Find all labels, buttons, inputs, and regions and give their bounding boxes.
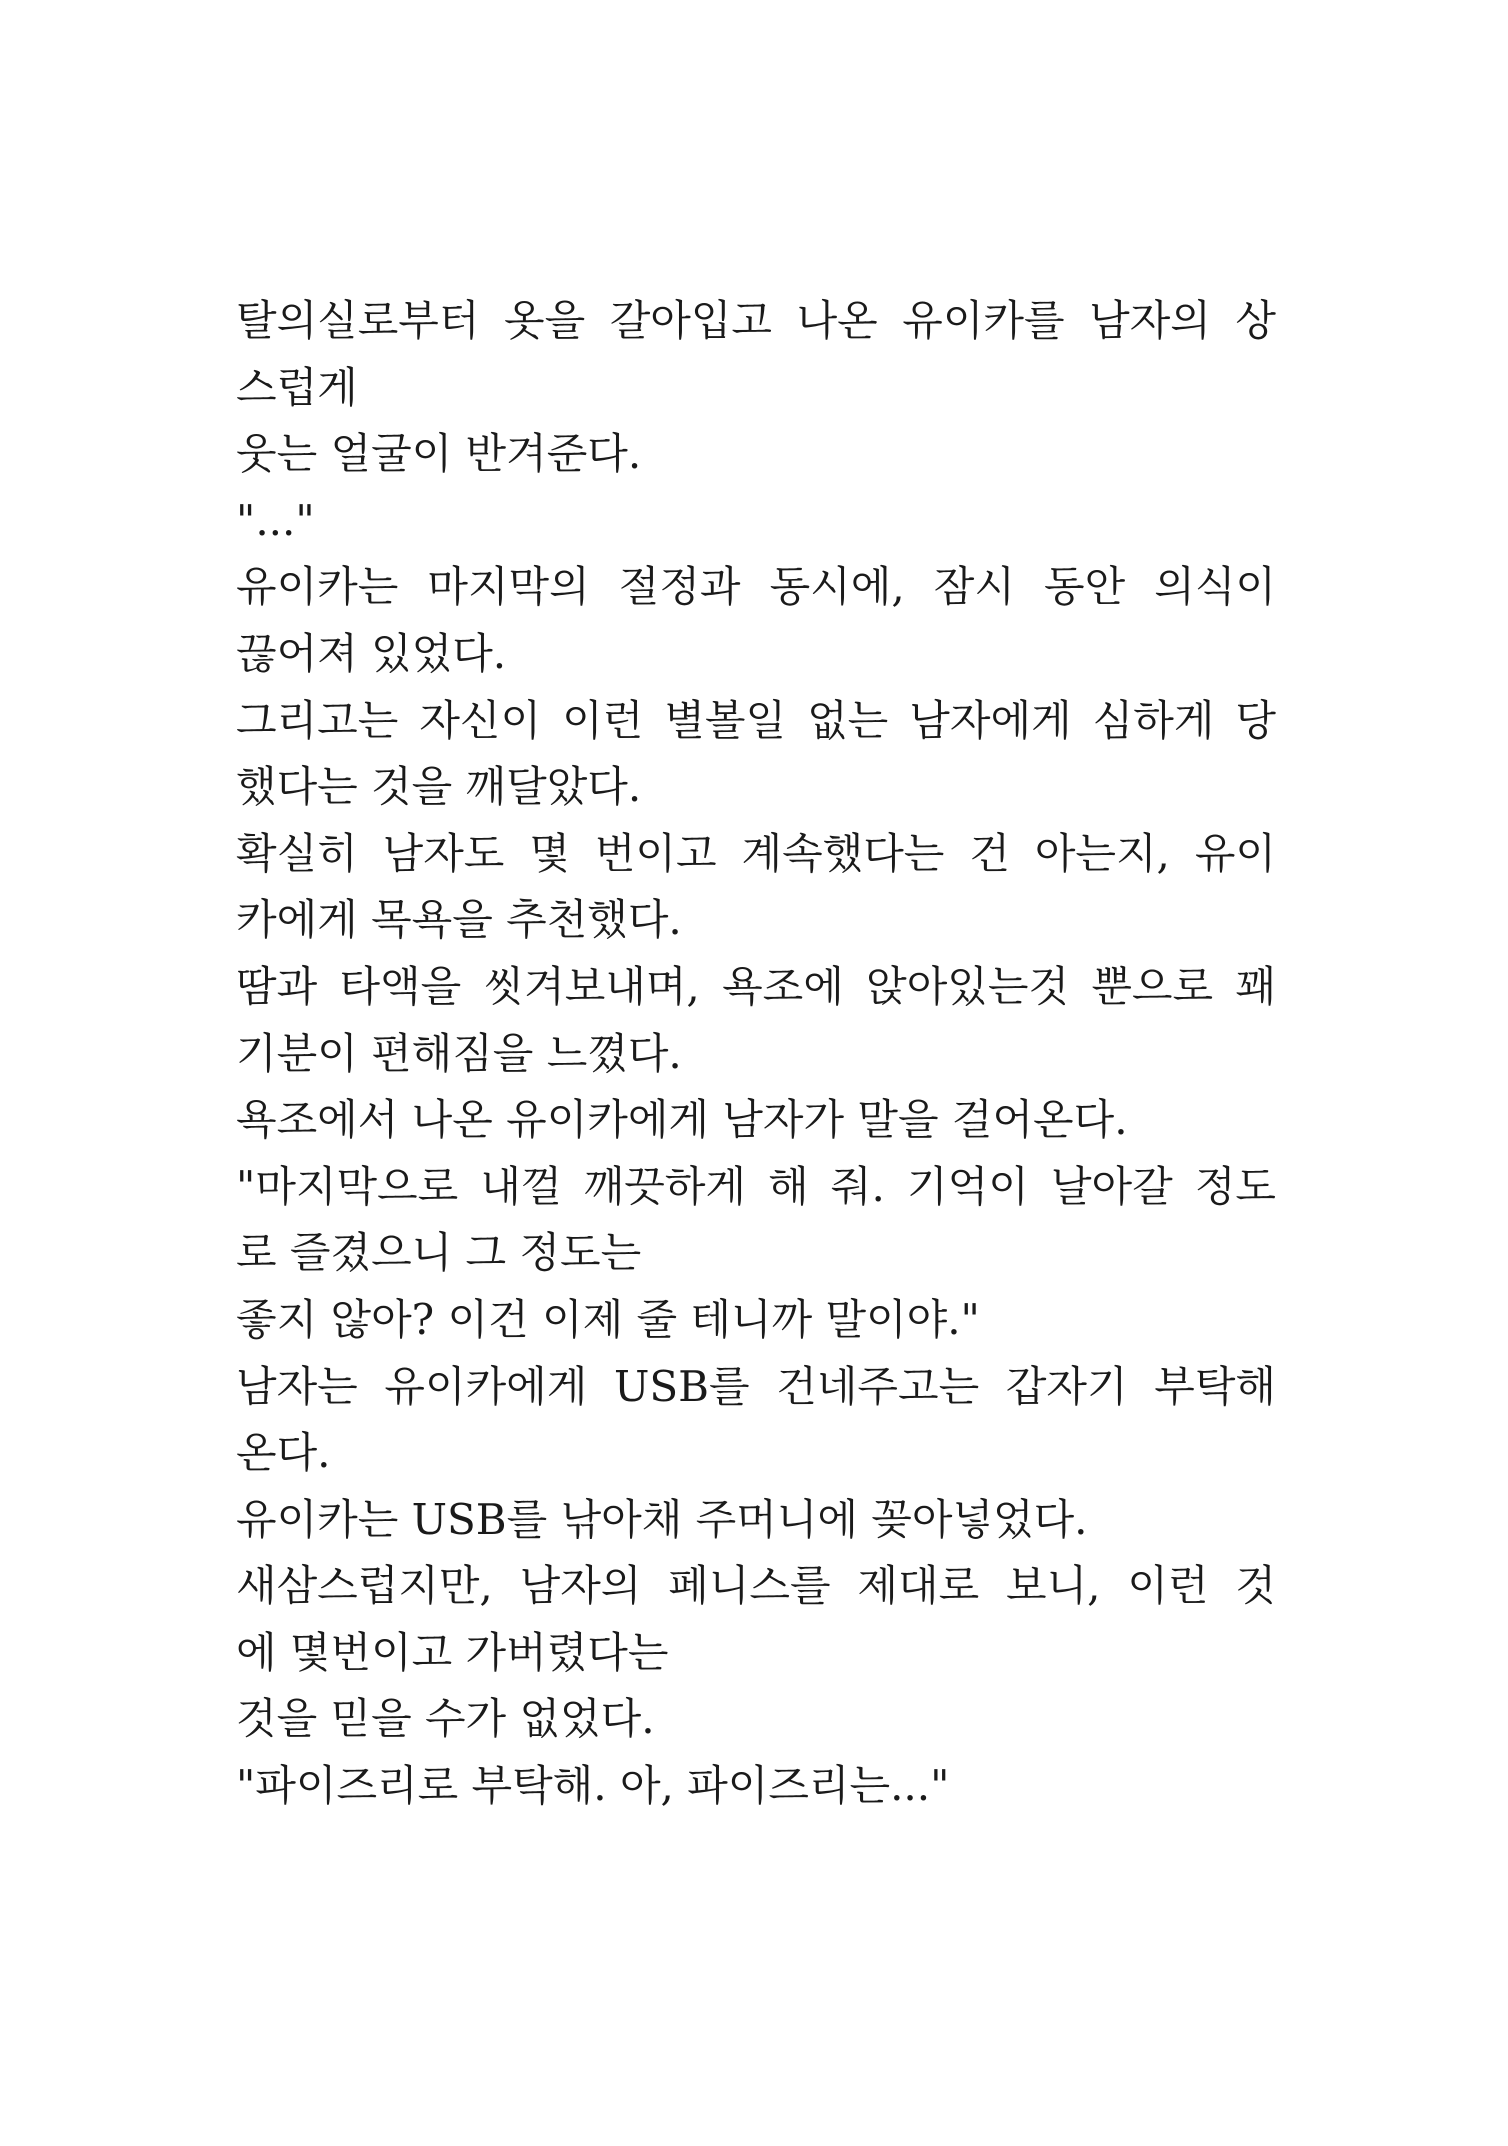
text-line: 카에게 목욕을 추천했다. xyxy=(236,895,682,945)
text-line: 웃는 얼굴이 반겨준다. xyxy=(236,429,642,479)
text-line: "파이즈리로 부탁해. 아, 파이즈리는..." xyxy=(236,1761,950,1811)
text-line: 끊어져 있었다. xyxy=(236,628,507,678)
text-line: "마지막으로 내껄 깨끗하게 해 줘. 기억이 날아갈 정도 xyxy=(236,1161,1276,1211)
text-line: 탈의실로부터 옷을 갈아입고 나온 유이카를 남자의 상 xyxy=(236,296,1276,345)
text-line: 것을 믿을 수가 없었다. xyxy=(236,1694,655,1744)
text-line: 스럽게 xyxy=(236,362,358,412)
text-line: 로 즐겼으니 그 정도는 xyxy=(236,1228,642,1278)
text-line: 했다는 것을 깨달았다. xyxy=(236,762,642,812)
text-line: 유이카는 마지막의 절정과 동시에, 잠시 동안 의식이 xyxy=(236,562,1276,612)
text-line: 남자는 유이카에게 USB를 건네주고는 갑자기 부탁해 xyxy=(236,1361,1276,1411)
text-line: 그리고는 자신이 이런 별볼일 없는 남자에게 심하게 당 xyxy=(236,695,1276,745)
text-line: 좋지 않아? 이건 이제 줄 테니까 말이야." xyxy=(236,1294,980,1344)
text-line: 유이카는 USB를 낚아채 주머니에 꽂아넣었다. xyxy=(236,1494,1088,1544)
document-body-text xyxy=(236,288,1276,1820)
text-line: 확실히 남자도 몇 번이고 계속했다는 건 아는지, 유이 xyxy=(236,828,1276,878)
text-line: 땀과 타액을 씻겨보내며, 욕조에 앉아있는것 뿐으로 꽤 xyxy=(236,961,1276,1011)
text-line: 에 몇번이고 가버렸다는 xyxy=(236,1627,669,1677)
text-line: 기분이 편해짐을 느꼈다. xyxy=(236,1028,682,1078)
text-line: 새삼스럽지만, 남자의 페니스를 제대로 보니, 이런 것 xyxy=(236,1561,1276,1611)
text-line: 욕조에서 나온 유이카에게 남자가 말을 걸어온다. xyxy=(236,1095,1128,1145)
text-line: "..." xyxy=(236,495,315,545)
text-line: 온다. xyxy=(236,1428,331,1478)
